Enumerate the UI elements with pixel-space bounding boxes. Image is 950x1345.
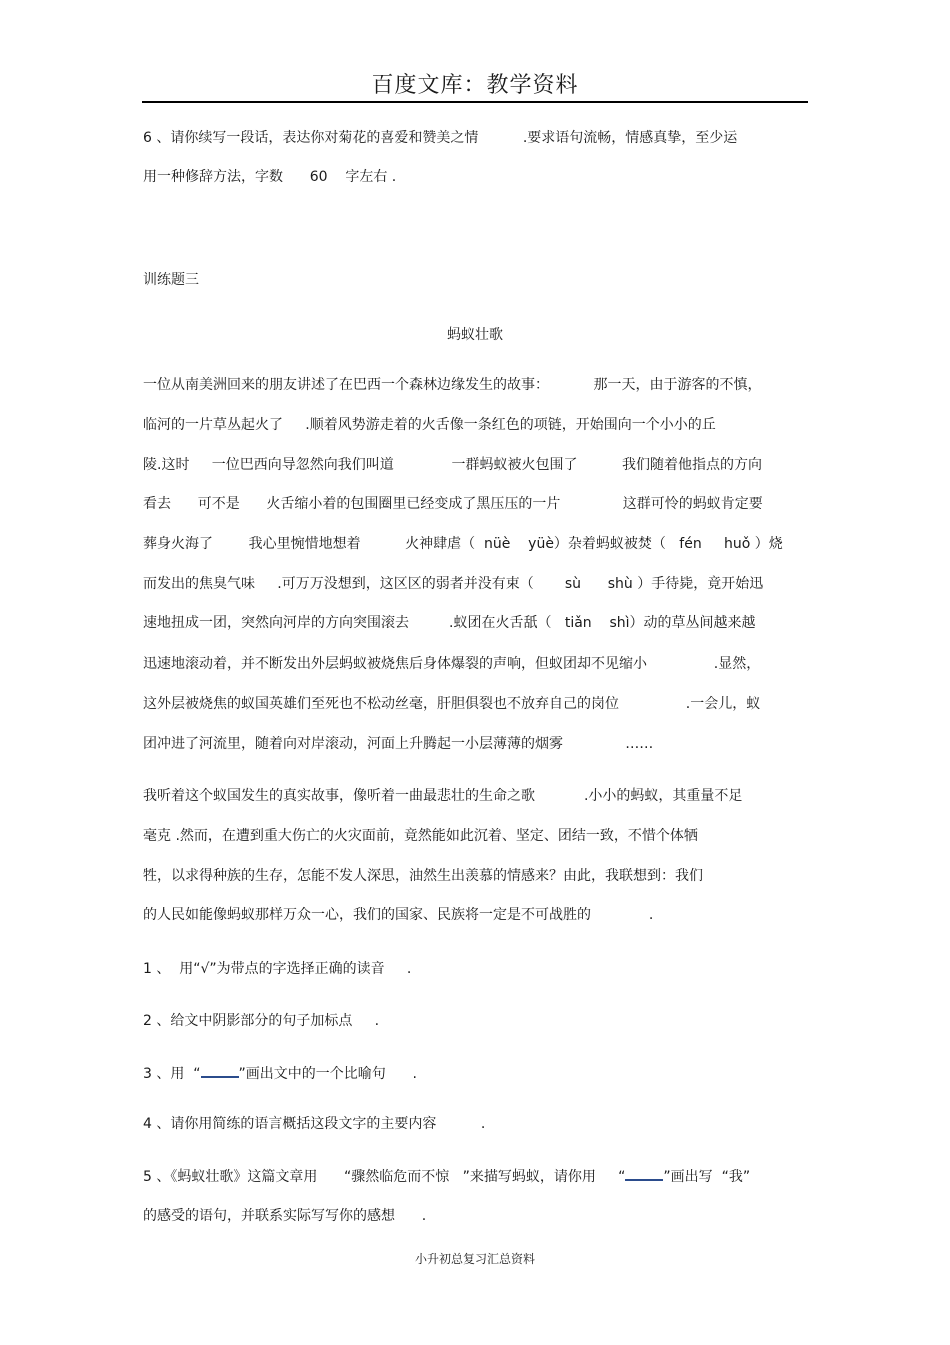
para1-line: 一位从南美洲回来的朋友讲述了在巴西一个森林边缘发生的故事： 那一天，由于游客的不慎， [143, 377, 762, 393]
page-header-title: 百度文库：教学资料 [371, 73, 579, 98]
para2-line: 牲，以求得种族的生存，怎能不发人深思，油然生出羡慕的情感来？由此，我联想到：我们 [143, 868, 703, 884]
question-3-suffix: ”画出文中的一个比喻句 . [238, 1066, 417, 1082]
question-3 [143, 1064, 417, 1083]
para1-line: 看去 可不是 火舌缩小着的包围圈里已经变成了黑压压的一片 这群可怜的蚂蚁肯定要 [143, 496, 763, 512]
para1-line: 速地扭成一团，突然向河岸的方向突围滚去 .蚁团在火舌舐（ tiǎn shì）动的草丛间越来越 [143, 615, 756, 631]
question-5-line-2: 的感受的语句，并联系实际写写你的感想 . [143, 1208, 427, 1224]
underline-blank [201, 1064, 239, 1078]
para1-line: 团冲进了河流里，随着向对岸滚动，河面上升腾起一小层薄薄的烟雾 …… [143, 736, 654, 752]
question-5-suffix: ”画出写 “我” [663, 1169, 751, 1185]
section-title: 训练题三 [143, 272, 199, 288]
header-rule [142, 101, 808, 103]
q6-line-2: 用一种修辞方法，字数 60 字左右 . [143, 169, 397, 185]
para1-line: 临河的一片草丛起火了 .顺着风势游走着的火舌像一条红色的项链，开始围向一个小小的丘 [143, 417, 716, 433]
para1-line: 而发出的焦臭气味 .可万万没想到，这区区的弱者并没有束（ sù shù ）手待毙，竟开始迅 [143, 576, 764, 592]
q6-line-1: 6 、请你续写一段话，表达你对菊花的喜爱和赞美之情 .要求语句流畅，情感真挚，至少运 [143, 130, 738, 146]
question-1: 1 、 用“√”为带点的字选择正确的读音 . [143, 961, 412, 977]
para1-line: 葬身火海了 我心里惋惜地想着 火神肆虐（ nüè yüè）杂着蚂蚁被焚（ fén huǒ ）烧 [143, 536, 783, 552]
para2-line: 的人民如能像蚂蚁那样万众一心，我们的国家、民族将一定是不可战胜的 . [143, 907, 654, 923]
page-footer: 小升初总复习汇总资料 [414, 1252, 535, 1266]
question-4: 4 、请你用简练的语言概括这段文字的主要内容 . [143, 1116, 486, 1132]
para1-line: 迅速地滚动着，并不断发出外层蚂蚁被烧焦后身体爆裂的声响，但蚁团却不见缩小 .显然， [143, 656, 761, 672]
question-3-prefix: 3 、用 “ [143, 1066, 201, 1082]
underline-blank [625, 1167, 663, 1181]
article-title: 蚂蚁壮歌 [447, 327, 503, 343]
question-2: 2 、给文中阴影部分的句子加标点 . [143, 1013, 380, 1029]
question-5-prefix: 5 、《蚂蚁壮歌》这篇文章用 “骤然临危而不惊 ”来描写蚂蚁，请你用 “ [143, 1169, 626, 1185]
question-5 [143, 1167, 750, 1186]
para2-line: 毫克 .然而，在遭到重大伤亡的火灾面前，竟然能如此沉着、坚定、团结一致，不惜个体牺 [143, 828, 698, 844]
para1-line: 这外层被烧焦的蚁国英雄们至死也不松动丝毫，肝胆俱裂也不放弃自己的岗位 .一会儿，蚁 [143, 696, 761, 712]
para2-line: 我听着这个蚁国发生的真实故事，像听着一曲最悲壮的生命之歌 .小小的蚂蚁，其重量不足 [143, 788, 743, 804]
para1-line: 陵.这时 一位巴西向导忽然向我们叫道 一群蚂蚁被火包围了 我们随着他指点的方向 [143, 457, 763, 473]
